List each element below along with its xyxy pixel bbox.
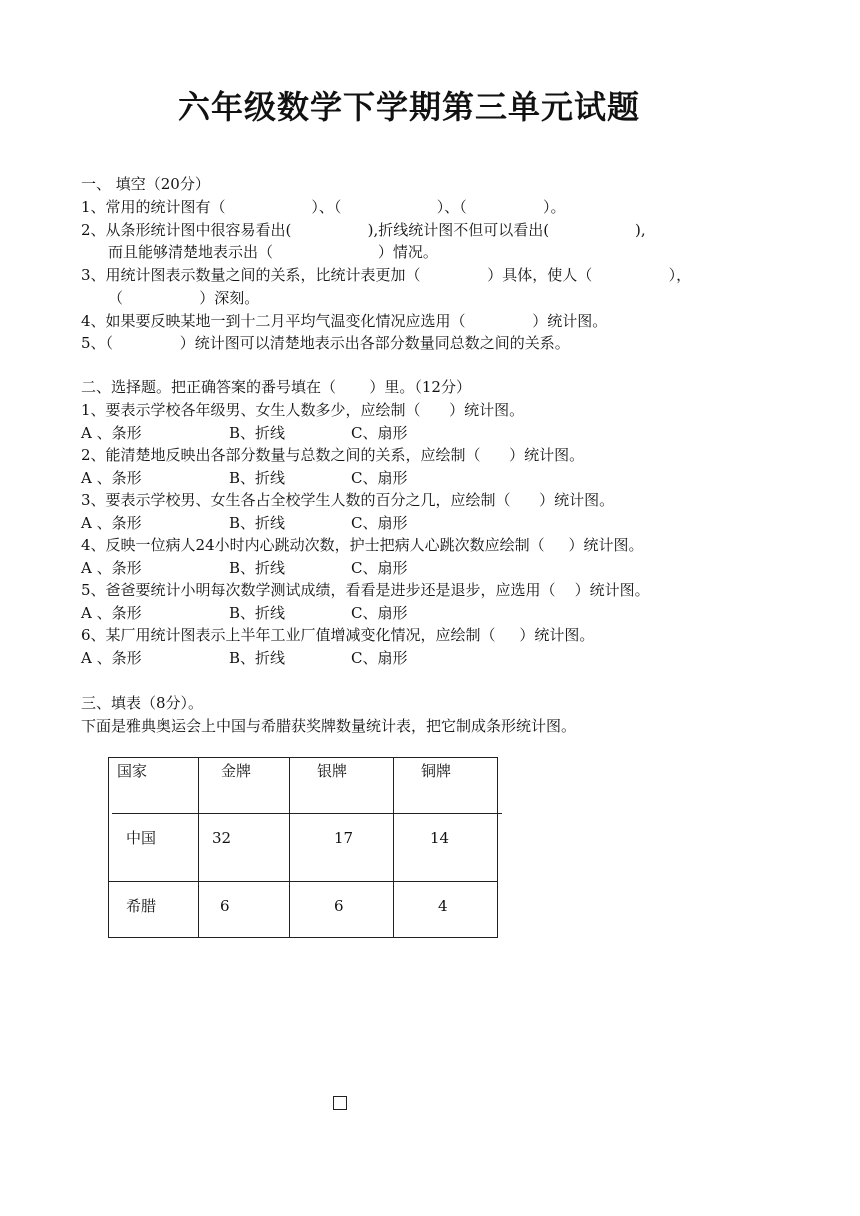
choice-question-6: 6、某厂用统计图表示上半年工业厂值增减变化情况，应绘制（ ）统计图。 <box>81 626 595 644</box>
option-c: C、扇形 <box>351 469 408 487</box>
fill-question-4: 4、如果要反映某地一到十二月平均气温变化情况应选用（ ）统计图。 <box>81 312 608 330</box>
table-border <box>108 881 498 882</box>
section3-heading: 三、填表（8分）。 <box>81 694 204 712</box>
table-cell: 6 <box>334 897 344 915</box>
table-border <box>393 757 394 938</box>
option-b: B、折线 <box>229 649 286 667</box>
option-b: B、折线 <box>229 514 286 532</box>
section2-heading: 二、选择题。把正确答案的番号填在（ ）里。（12分） <box>81 378 471 396</box>
option-b: B、折线 <box>229 469 286 487</box>
table-cell: 6 <box>220 897 230 915</box>
table-cell: 中国 <box>126 829 157 847</box>
option-c: C、扇形 <box>351 604 408 622</box>
option-c: C、扇形 <box>351 424 408 442</box>
fill-question-2b: 而且能够清楚地表示出（ ）情况。 <box>108 243 438 261</box>
square-mark <box>333 1096 347 1110</box>
choice-question-1: 1、要表示学校各年级男、女生人数多少，应绘制（ ）统计图。 <box>81 401 525 419</box>
option-c: C、扇形 <box>351 649 408 667</box>
table-header-cell: 银牌 <box>317 762 348 780</box>
table-cell: 4 <box>438 897 448 915</box>
option-a: A 、条形 <box>81 604 142 622</box>
fill-question-3a: 3、用统计图表示数量之间的关系，比统计表更加（ ）具体，使人（ ）， <box>81 266 692 284</box>
fill-question-5: 5、（ ）统计图可以清楚地表示出各部分数量同总数之间的关系。 <box>81 334 570 352</box>
option-a: A 、条形 <box>81 424 142 442</box>
table-border <box>108 937 498 938</box>
option-b: B、折线 <box>229 424 286 442</box>
choice-question-4: 4、反映一位病人24小时内心跳动次数，护士把病人心跳次数应绘制（ ）统计图。 <box>81 536 644 554</box>
choice-question-2: 2、能清楚地反映出各部分数量与总数之间的关系，应绘制（ ）统计图。 <box>81 446 585 464</box>
table-header-cell: 国家 <box>117 762 148 780</box>
fill-question-3b: （ ）深刻。 <box>108 289 260 307</box>
table-border <box>198 757 199 938</box>
option-a: A 、条形 <box>81 649 142 667</box>
section1-heading: 一、 填空（20分） <box>81 175 210 193</box>
choice-question-5: 5、爸爸要统计小明每次数学测试成绩，看看是进步还是退步，应选用（ ）统计图。 <box>81 581 650 599</box>
option-c: C、扇形 <box>351 514 408 532</box>
choice-question-3: 3、要表示学校男、女生各占全校学生人数的百分之几，应绘制（ ）统计图。 <box>81 491 615 509</box>
section3-description: 下面是雅典奥运会上中国与希腊获奖牌数量统计表，把它制成条形统计图。 <box>81 717 577 735</box>
table-header-cell: 铜牌 <box>421 762 452 780</box>
table-cell: 32 <box>212 829 232 847</box>
table-border <box>112 813 502 814</box>
option-a: A 、条形 <box>81 514 142 532</box>
page-title: 六年级数学下学期第三单元试题 <box>178 88 641 126</box>
fill-question-1: 1、常用的统计图有（ ）、（ ）、（ ）。 <box>81 198 566 216</box>
table-border <box>289 757 290 938</box>
table-border <box>108 757 498 758</box>
table-header-cell: 金牌 <box>221 762 252 780</box>
option-c: C、扇形 <box>351 559 408 577</box>
table-border <box>108 757 109 938</box>
table-cell: 17 <box>334 829 354 847</box>
option-b: B、折线 <box>229 604 286 622</box>
table-cell: 希腊 <box>126 897 157 915</box>
option-a: A 、条形 <box>81 559 142 577</box>
table-cell: 14 <box>430 829 450 847</box>
option-a: A 、条形 <box>81 469 142 487</box>
table-border <box>497 757 498 938</box>
fill-question-2a: 2、从条形统计图中很容易看出( ),折线统计图不但可以看出( ), <box>81 221 646 239</box>
option-b: B、折线 <box>229 559 286 577</box>
